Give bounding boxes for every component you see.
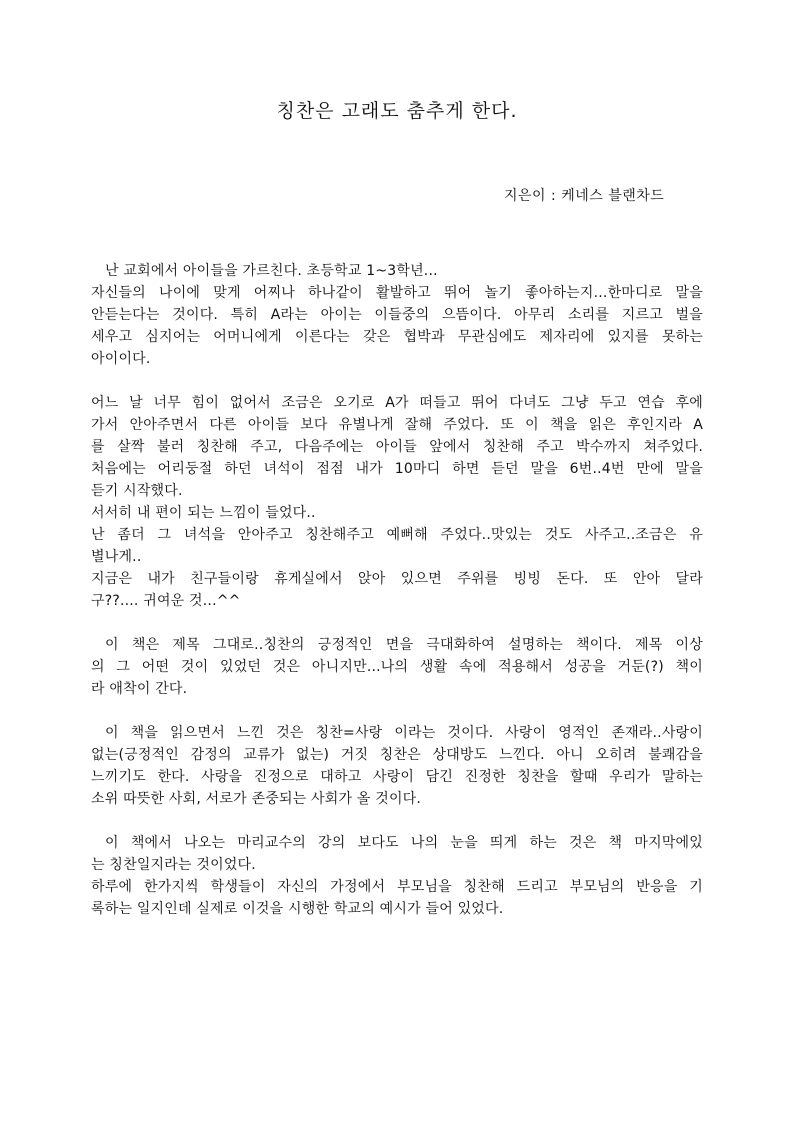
text-line: 난 좀더 그 녀석을 안아주고 칭찬해주고 예뻐해 주었다..맛있는 것도 사주고..조금은 유	[91, 527, 703, 543]
paragraph	[91, 634, 703, 700]
text-line: 서서히 내 편이 되는 느낌이 들었다..	[91, 505, 316, 521]
document-body	[91, 260, 703, 942]
text-line: 록하는 일지인데 실제로 이것을 시행한 학교의 예시가 들어 있었다.	[91, 901, 504, 917]
text-line: 난 교회에서 아이들을 가르친다. 초등학교 1~3학년...	[105, 263, 438, 279]
text-line: 이 책을 읽으면서 느낀 것은 칭찬=사랑 이라는 것이다. 사랑이 영적인 존재라..사랑이	[105, 725, 703, 741]
text-line: 하루에 한가지씩 학생들이 자신의 가정에서 부모님을 칭찬해 드리고 부모님의 반응을 기	[91, 879, 703, 895]
text-line: 별나게..	[91, 549, 142, 565]
paragraph	[91, 392, 703, 612]
text-line: 는 칭찬일지라는 것이었다.	[91, 857, 256, 873]
document-title: 칭찬은 고래도 춤추게 한다.	[276, 100, 518, 122]
text-line: 자신들의 나이에 맞게 어찌나 하나같이 활발하고 뛰어 놀기 좋아하는지...한마디로 말을	[91, 285, 703, 301]
text-line: 의 그 어떤 것이 있었던 것은 아니지만...나의 생활 속에 적용해서 성공을 거둔(?) 책이	[91, 659, 703, 675]
text-line: 소위 따뜻한 사회, 서로가 존중되는 사회가 올 것이다.	[91, 791, 422, 807]
paragraph	[91, 260, 703, 370]
text-line: 지금은 내가 친구들이랑 휴게실에서 앉아 있으면 주위를 빙빙 돈다. 또 안아 달라	[91, 571, 703, 587]
text-line: 어느 날 너무 힘이 없어서 조금은 오기로 A가 떠들고 뛰어 다녀도 그냥 두고 연습 후에	[91, 395, 703, 411]
text-line: 안듣는다는 것이다. 특히 A라는 아이는 이들중의 으뜸이다. 아무리 소리를 지르고 벌을	[91, 307, 703, 323]
text-line: 세우고 심지어는 어머니에게 이른다는 갖은 협박과 무관심에도 제자리에 있지를 못하는	[91, 329, 703, 345]
text-line: 처음에는 어리둥절 하던 녀석이 점점 내가 10마디 하면 듣던 말을 6번..4번 만에 말을	[91, 461, 703, 477]
text-line: 아이이다.	[91, 351, 151, 367]
text-line: 이 책은 제목 그대로..칭찬의 긍정적인 면을 극대화하여 설명하는 책이다. 제목 이상	[105, 637, 703, 653]
text-line: 없는(긍정적인 감정의 교류가 없는) 거짓 칭찬은 상대방도 느낀다. 아니 오히려 불쾌감을	[91, 747, 703, 763]
text-line: 를 살짝 불러 칭찬해 주고, 다음주에는 아이들 앞에서 칭찬해 주고 박수까지 쳐주었다.	[91, 439, 703, 455]
text-line: 느끼기도 한다. 사랑을 진정으로 대하고 사랑이 담긴 진정한 칭찬을 할때 우리가 말하는	[91, 769, 703, 785]
paragraph	[91, 832, 703, 920]
text-line: 구??.... 귀여운 것...^^	[91, 593, 241, 609]
author-line: 지은이 : 케네스 블랜차드	[504, 188, 665, 204]
text-line: 가서 안아주면서 다른 아이들 보다 유별나게 잘해 주었다. 또 이 책을 읽은 후인지라 A	[91, 417, 703, 433]
paragraph	[91, 722, 703, 810]
text-line: 이 책에서 나오는 마리교수의 강의 보다도 나의 눈을 띄게 하는 것은 책 마지막에있	[105, 835, 703, 851]
text-line: 듣기 시작했다.	[91, 483, 183, 499]
text-line: 라 애착이 간다.	[91, 681, 188, 697]
